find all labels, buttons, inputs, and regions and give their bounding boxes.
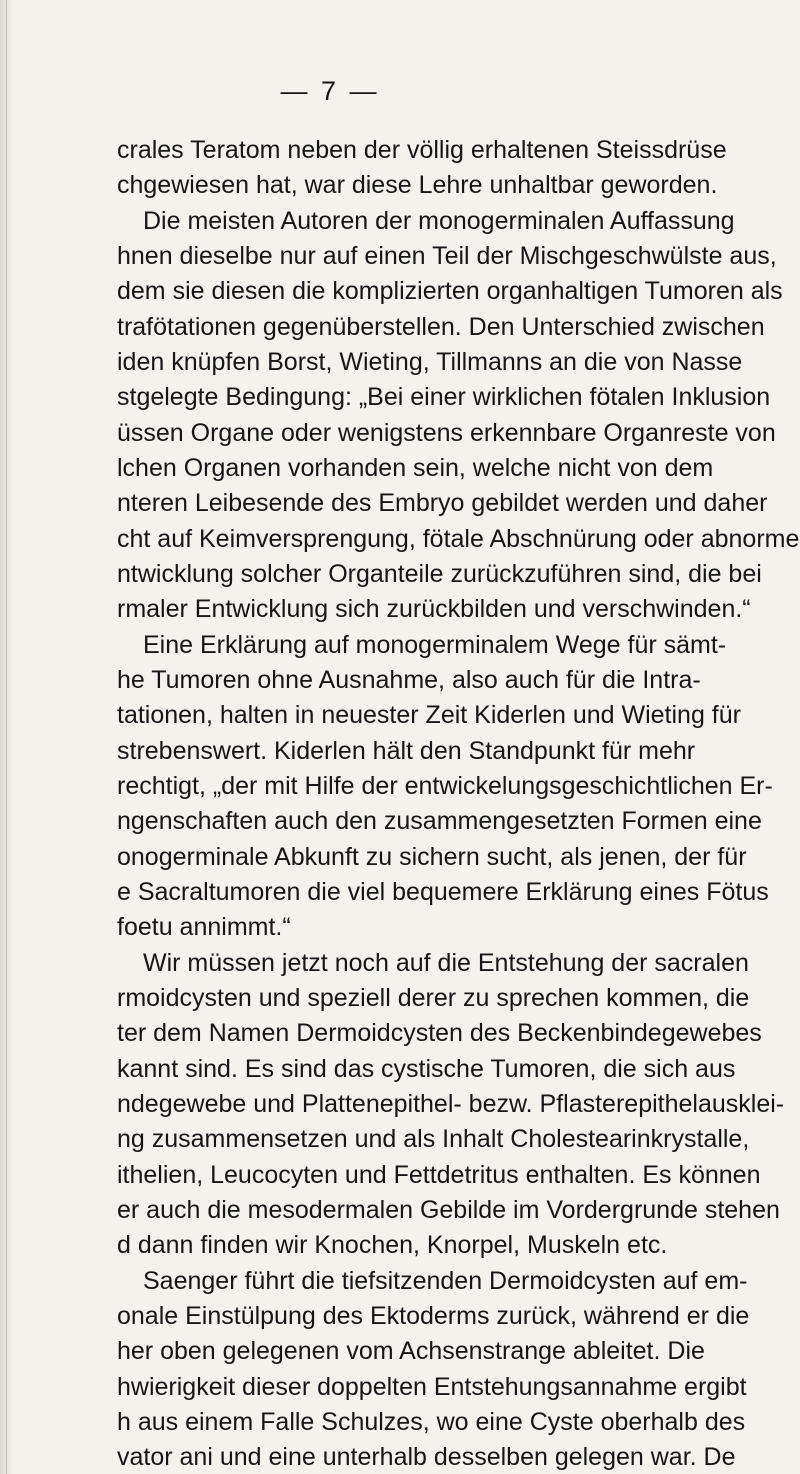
text-line: chgewiesen hat, war diese Lehre unhaltbar geworden. (117, 171, 718, 199)
text-line: cht auf Keimversprengung, fötale Abschnürung oder abnorme (117, 525, 800, 553)
text-line: üssen Organe oder wenigstens erkennbare Organreste von (117, 419, 776, 447)
page-gutter-edge (6, 0, 7, 1474)
text-line: vator ani und eine unterhalb desselben gelegen war. De (117, 1443, 736, 1471)
text-line: ter dem Namen Dermoidcysten des Beckenbindegewebes (117, 1019, 762, 1047)
text-line: trafötationen gegenüberstellen. Den Unterschied zwischen (117, 313, 765, 341)
text-line: rechtigt, „der mit Hilfe der entwickelungsgeschichtlichen Er- (117, 772, 773, 800)
text-line: Wir müssen jetzt noch auf die Entstehung der sacralen (143, 949, 749, 977)
text-line: iden knüpfen Borst, Wieting, Tillmanns an die von Nasse (117, 348, 743, 376)
text-line: Die meisten Autoren der monogerminalen Auffassung (143, 207, 735, 235)
text-line: Eine Erklärung auf monogerminalem Wege für sämt- (143, 631, 727, 659)
text-line: kannt sind. Es sind das cystische Tumoren, die sich aus (117, 1055, 736, 1083)
text-line: lchen Organen vorhanden sein, welche nicht von dem (117, 454, 714, 482)
text-line: rmoidcysten und speziell derer zu sprechen kommen, die (117, 984, 750, 1012)
text-line: h aus einem Falle Schulzes, wo eine Cyste oberhalb des (117, 1408, 746, 1436)
text-line: onale Einstülpung des Ektoderms zurück, während er die (117, 1302, 750, 1330)
text-line: er auch die mesodermalen Gebilde im Vordergrunde stehen (117, 1196, 780, 1224)
page-number: — 7 — (280, 76, 380, 106)
text-line: ndegewebe und Plattenepithel- bezw. Pflasterepithelausklei- (117, 1090, 785, 1118)
text-line: foetu annimmt.“ (117, 913, 291, 941)
text-line: hwierigkeit dieser doppelten Entstehungsannahme ergibt (117, 1373, 747, 1401)
text-line: he Tumoren ohne Ausnahme, also auch für die Intra- (117, 666, 701, 694)
text-line: ngenschaften auch den zusammengesetzten Formen eine (117, 807, 762, 835)
text-line: e Sacraltumoren die viel bequemere Erklärung eines Fötus (117, 878, 769, 906)
text-line: ithelien, Leucocyten und Fettdetritus enthalten. Es können (117, 1161, 761, 1189)
text-line: stgelegte Bedingung: „Bei einer wirklichen fötalen Inklusion (117, 383, 771, 411)
text-line: ntwicklung solcher Organteile zurückzuführen sind, die bei (117, 560, 762, 588)
text-line: onogerminale Abkunft zu sichern sucht, als jenen, der für (117, 843, 747, 871)
text-line: Saenger führt die tiefsitzenden Dermoidcysten auf em- (143, 1267, 748, 1295)
text-line: d dann finden wir Knochen, Knorpel, Muskeln etc. (117, 1231, 668, 1259)
text-line: dem sie diesen die komplizierten organhaltigen Tumoren als (117, 277, 783, 305)
text-line: strebenswert. Kiderlen hält den Standpunkt für mehr (117, 737, 696, 765)
text-line: ng zusammensetzen und als Inhalt Cholestearinkrystalle, (117, 1125, 750, 1153)
text-line: tationen, halten in neuester Zeit Kiderlen und Wieting für (117, 701, 741, 729)
text-line: nteren Leibesende des Embryo gebildet werden und daher (117, 489, 768, 517)
text-line: her oben gelegenen vom Achsenstrange ableitet. Die (117, 1337, 705, 1365)
text-line: hnen dieselbe nur auf einen Teil der Mischgeschwülste aus, (117, 242, 777, 270)
text-line: rmaler Entwicklung sich zurückbilden und verschwinden.“ (117, 595, 751, 623)
page-gutter-shadow (0, 0, 14, 1474)
text-line: crales Teratom neben der völlig erhaltenen Steissdrüse (117, 136, 727, 164)
